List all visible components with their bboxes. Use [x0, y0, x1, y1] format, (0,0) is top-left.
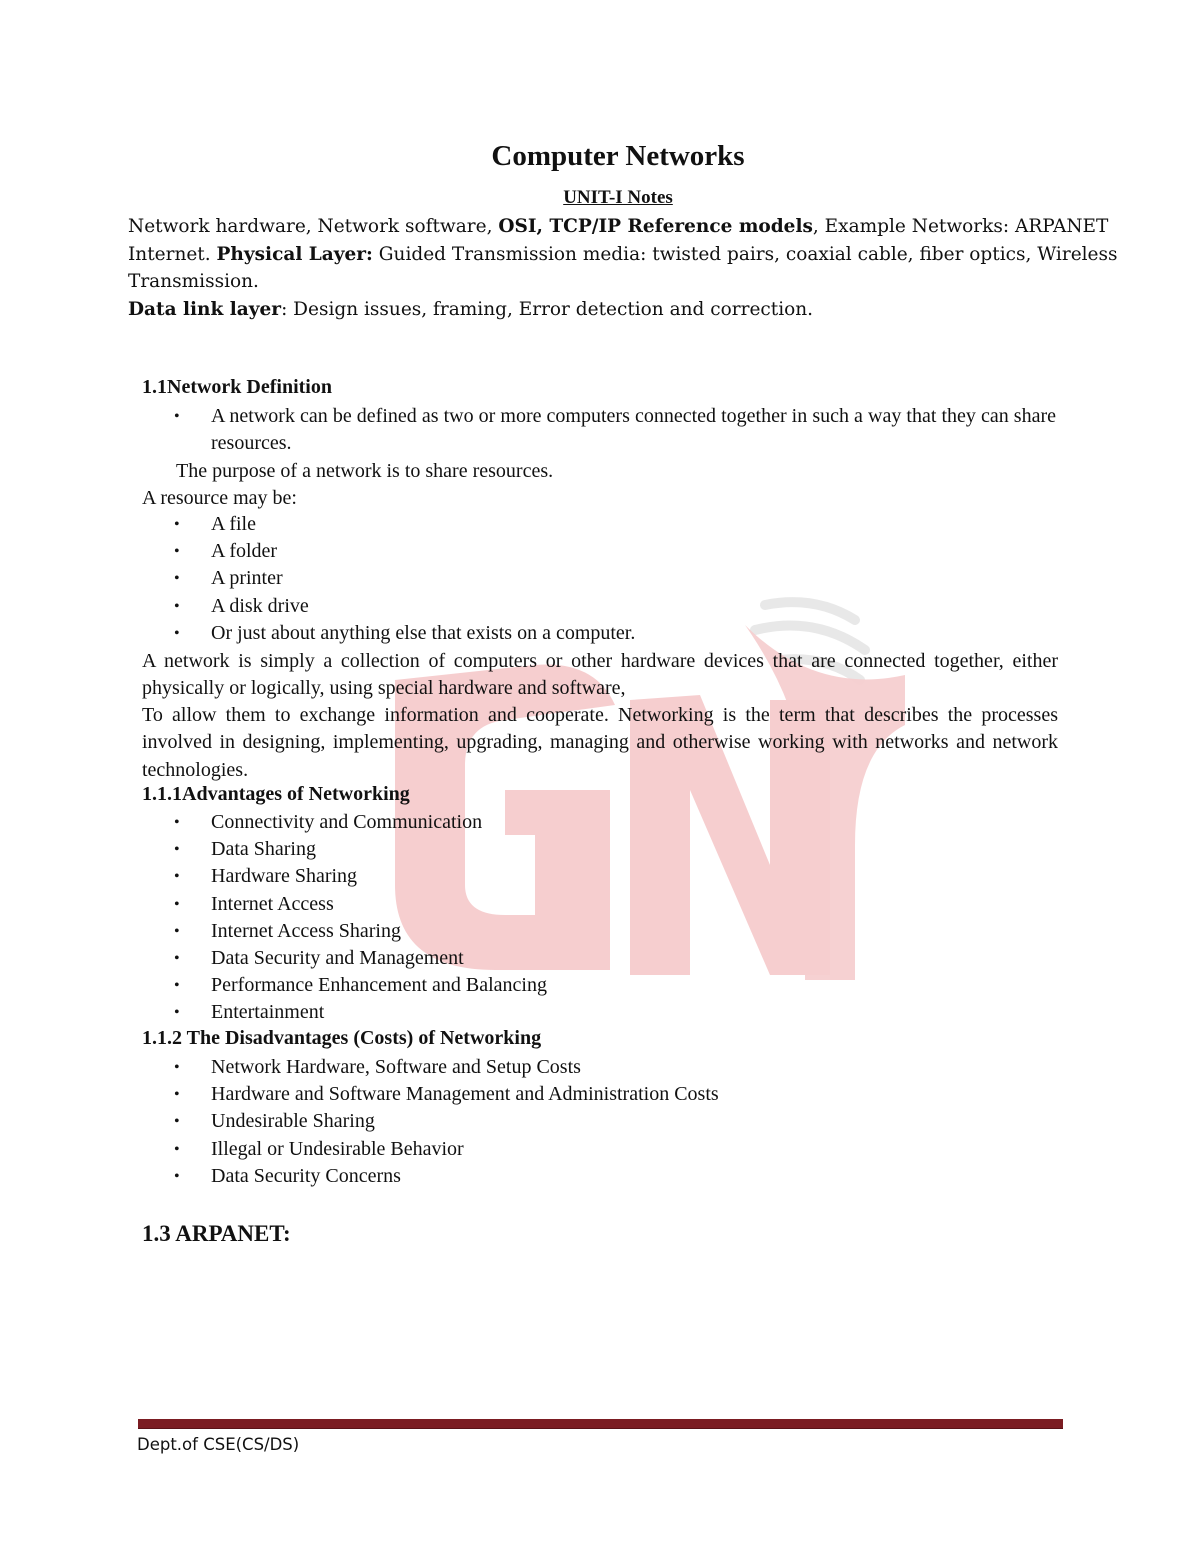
list-item: [174, 918, 1064, 945]
list-item: [174, 1108, 1064, 1135]
list-item: [174, 620, 1064, 647]
network-paragraph: A network is simply a collection of computers or other hardware devices that are connected together, either physically or logically, using special hardware and software,: [142, 650, 1058, 700]
syllabus-text: Network hardware, Network software,: [128, 216, 499, 237]
bullet-glyph: •: [174, 1113, 180, 1131]
bullet-glyph: •: [174, 543, 180, 561]
list-item-text: Hardware Sharing: [211, 865, 358, 888]
list-item-text: Internet Access: [211, 892, 334, 915]
bullet-glyph: •: [174, 1086, 180, 1104]
list-item-text: Data Security Concerns: [211, 1164, 401, 1187]
list-item-text: A folder: [211, 540, 278, 563]
section-heading-advantages: 1.1.1Advantages of Networking: [142, 783, 410, 805]
section-heading-disadvantages: 1.1.2 The Disadvantages (Costs) of Networking: [142, 1027, 542, 1049]
syllabus-text: : Design issues, framing, Error detection and correction.: [281, 298, 814, 320]
syllabus-bold-data-link-layer: Data link layer: [128, 298, 282, 320]
bullet-glyph: •: [174, 1004, 180, 1022]
bullet-glyph: •: [174, 841, 180, 859]
list-item-text: Undesirable Sharing: [211, 1110, 375, 1133]
syllabus-text: Guided Transmission media: twisted pairs, coaxial cable, fiber optics, Wireless Transmission.: [128, 243, 1118, 292]
bullet-glyph: •: [174, 624, 180, 642]
list-item-text: Network Hardware, Software and Setup Costs: [211, 1056, 581, 1078]
syllabus-bold-models: OSI, TCP/IP Reference models: [498, 216, 813, 237]
list-item-text: Internet Access Sharing: [211, 919, 401, 942]
footer-rule: [138, 1419, 1063, 1429]
bullet-glyph: •: [174, 570, 180, 588]
bullet-glyph: •: [174, 895, 180, 913]
networking-paragraph: To allow them to exchange information and cooperate. Networking is the term that describes the processes involved in designing, implementing, upgrading, managing and otherwise working with networks and network technologies.: [142, 704, 1058, 781]
footer-department: Dept.of CSE(CS/DS): [137, 1435, 300, 1454]
resource-list: [174, 511, 1064, 647]
bullet-glyph: •: [174, 922, 180, 940]
list-item-text: A disk drive: [211, 594, 309, 617]
unit-title: UNIT-I Notes: [563, 187, 673, 208]
document-title: Computer Networks: [491, 140, 745, 172]
bullet-glyph: •: [174, 977, 180, 995]
list-item: [174, 538, 1064, 565]
bullet-glyph: •: [174, 597, 180, 615]
list-item: [174, 593, 1064, 620]
section-heading-network-definition: 1.1Network Definition: [142, 376, 332, 398]
bullet-glyph: •: [174, 814, 180, 831]
list-item-text: Illegal or Undesirable Behavior: [211, 1137, 464, 1160]
list-item: [174, 863, 1064, 890]
bullet-glyph: •: [174, 1140, 180, 1158]
bullet-glyph: •: [174, 1167, 180, 1185]
list-item-text: Data Security and Management: [211, 946, 464, 969]
list-item: [174, 1054, 1064, 1081]
list-item-text: Performance Enhancement and Balancing: [211, 974, 547, 997]
bullet-glyph: •: [174, 1059, 180, 1076]
definition-list: [174, 403, 1064, 458]
list-item: [174, 999, 1064, 1026]
list-item-text: Or just about anything else that exists on a computer.: [211, 621, 636, 644]
list-item-text: Hardware and Software Management and Administration Costs: [211, 1083, 719, 1106]
syllabus-bold-physical-layer: Physical Layer:: [216, 243, 373, 265]
list-item: [174, 836, 1064, 863]
bullet-glyph: •: [174, 516, 180, 533]
list-item: [174, 945, 1064, 972]
disadvantages-list: [174, 1054, 1064, 1190]
list-item-text: A file: [211, 513, 256, 535]
list-item-text: Connectivity and Communication: [211, 811, 483, 833]
syllabus-text: , Example Networks: ARPANET Internet.: [128, 216, 1109, 265]
list-item: [174, 891, 1064, 918]
list-item-text: Data Sharing: [211, 838, 316, 861]
list-item: [174, 972, 1064, 999]
syllabus-paragraph: [128, 213, 1128, 323]
bullet-glyph: •: [174, 868, 180, 886]
list-item: [174, 565, 1064, 592]
section-heading-arpanet: 1.3 ARPANET:: [142, 1221, 291, 1246]
list-item: [174, 1136, 1064, 1163]
list-item: [174, 511, 1064, 538]
list-item-text: A printer: [211, 567, 283, 590]
list-item: [174, 1081, 1064, 1108]
list-item: [174, 1163, 1064, 1190]
list-item-text: A network can be defined as two or more computers connected together in such a way that they can share resources.: [211, 405, 1056, 455]
list-item: [174, 403, 1056, 458]
list-item: [174, 809, 1064, 836]
purpose-text: The purpose of a network is to share resources.: [176, 460, 554, 482]
list-item-text: Entertainment: [211, 1001, 325, 1024]
resource-intro-text: A resource may be:: [142, 487, 297, 509]
bullet-glyph: •: [174, 408, 180, 425]
bullet-glyph: •: [174, 949, 180, 967]
advantages-list: [174, 809, 1064, 1027]
